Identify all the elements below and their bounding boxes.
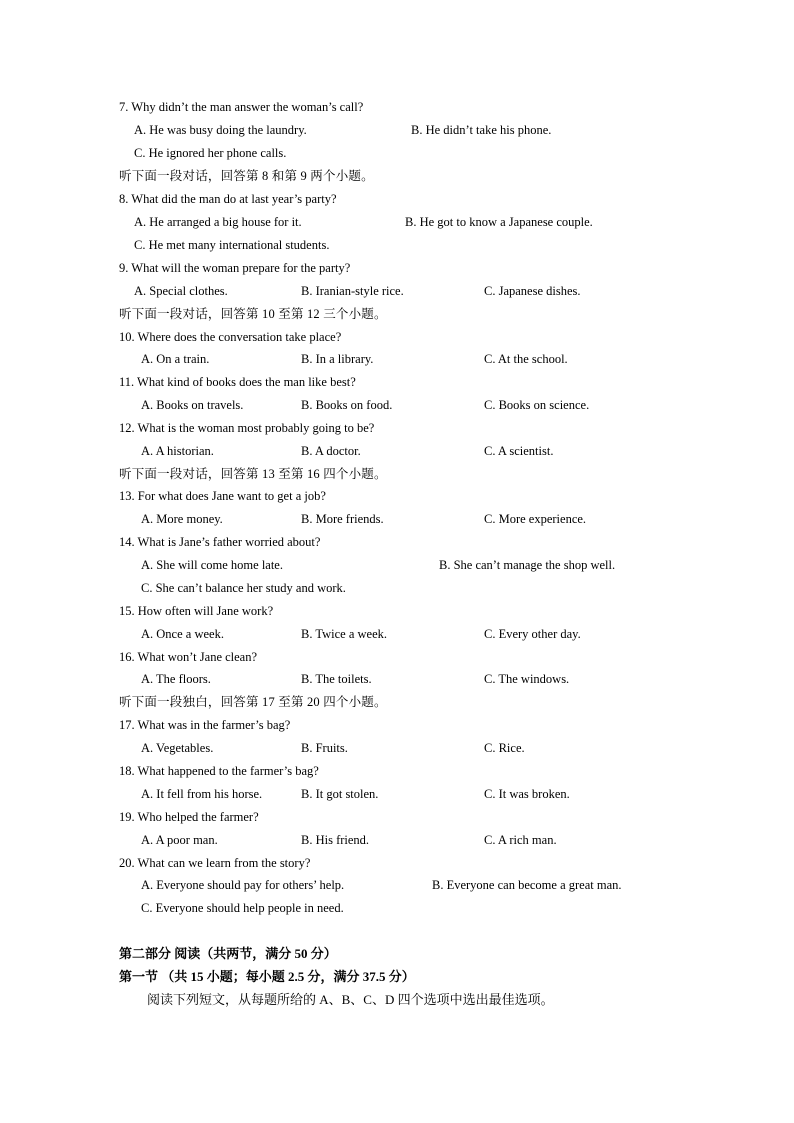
question-14: 14. What is Jane’s father worried about? [119,535,321,549]
q17-option-a: A. Vegetables. [141,741,214,755]
question-12: 12. What is the woman most probably going to be? [119,421,375,435]
q17-option-b: B. Fruits. [301,741,348,755]
q14-option-a: A. She will come home late. [141,558,283,572]
q20-option-b: B. Everyone can become a great man. [432,878,622,892]
dialogue-instruction-3: 听下面一段对话，回答第 13 至第 16 四个小题。 [119,467,387,481]
question-8: 8. What did the man do at last year’s party? [119,192,337,206]
q17-option-c: C. Rice. [484,741,525,755]
q18-option-a: A. It fell from his horse. [141,787,263,801]
q19-option-b: B. His friend. [301,833,370,847]
q10-option-a: A. On a train. [141,352,210,366]
q13-option-a: A. More money. [141,512,223,526]
q10-option-c: C. At the school. [484,352,568,366]
reading-instruction: 阅读下列短文，从每题所给的 A、B、C、D 四个选项中选出最佳选项。 [147,992,554,1007]
question-11: 11. What kind of books does the man like best? [119,375,356,389]
part2-heading: 第二部分 阅读（共两节，满分 50 分） [119,946,337,961]
q11-option-c: C. Books on science. [484,398,590,412]
question-20: 20. What can we learn from the story? [119,856,311,870]
q15-option-a: A. Once a week. [141,627,224,641]
question-16: 16. What won’t Jane clean? [119,650,258,664]
q19-option-a: A. A poor man. [141,833,218,847]
monologue-instruction: 听下面一段独白，回答第 17 至第 20 四个小题。 [119,695,387,709]
q15-option-c: C. Every other day. [484,627,581,641]
q11-option-a: A. Books on travels. [141,398,244,412]
dialogue-instruction-1: 听下面一段对话，回答第 8 和第 9 两个小题。 [119,169,374,183]
q9-option-c: C. Japanese dishes. [484,284,581,298]
q16-option-b: B. The toilets. [301,672,372,686]
q9-option-b: B. Iranian-style rice. [301,284,404,298]
q15-option-b: B. Twice a week. [301,627,388,641]
q19-option-c: C. A rich man. [484,833,557,847]
q18-option-b: B. It got stolen. [301,787,379,801]
question-17: 17. What was in the farmer’s bag? [119,718,291,732]
q20-option-a: A. Everyone should pay for others’ help. [141,878,345,892]
question-18: 18. What happened to the farmer’s bag? [119,764,319,778]
question-7: 7. Why didn’t the man answer the woman’s call? [119,100,364,114]
q14-option-c: C. She can’t balance her study and work. [141,581,346,595]
q9-option-a: A. Special clothes. [134,284,228,298]
q8-option-b: B. He got to know a Japanese couple. [405,215,593,229]
q7-option-b: B. He didn’t take his phone. [411,123,552,137]
q7-option-a: A. He was busy doing the laundry. [134,123,307,137]
q12-option-a: A. A historian. [141,444,214,458]
q16-option-a: A. The floors. [141,672,211,686]
question-19: 19. Who helped the farmer? [119,810,259,824]
q18-option-c: C. It was broken. [484,787,570,801]
q20-option-c: C. Everyone should help people in need. [141,901,344,915]
question-9: 9. What will the woman prepare for the party? [119,261,351,275]
q13-option-c: C. More experience. [484,512,587,526]
dialogue-instruction-2: 听下面一段对话，回答第 10 至第 12 三个小题。 [119,307,387,321]
question-10: 10. Where does the conversation take place? [119,330,342,344]
q13-option-b: B. More friends. [301,512,384,526]
q11-option-b: B. Books on food. [301,398,393,412]
q12-option-c: C. A scientist. [484,444,554,458]
section1-heading: 第一节 （共 15 小题；每小题 2.5 分，满分 37.5 分） [119,969,415,984]
q8-option-a: A. He arranged a big house for it. [134,215,302,229]
q8-option-c: C. He met many international students. [134,238,330,252]
q10-option-b: B. In a library. [301,352,374,366]
question-15: 15. How often will Jane work? [119,604,274,618]
q14-option-b: B. She can’t manage the shop well. [439,558,616,572]
q16-option-c: C. The windows. [484,672,570,686]
question-13: 13. For what does Jane want to get a job? [119,489,326,503]
q7-option-c: C. He ignored her phone calls. [134,146,287,160]
q12-option-b: B. A doctor. [301,444,361,458]
